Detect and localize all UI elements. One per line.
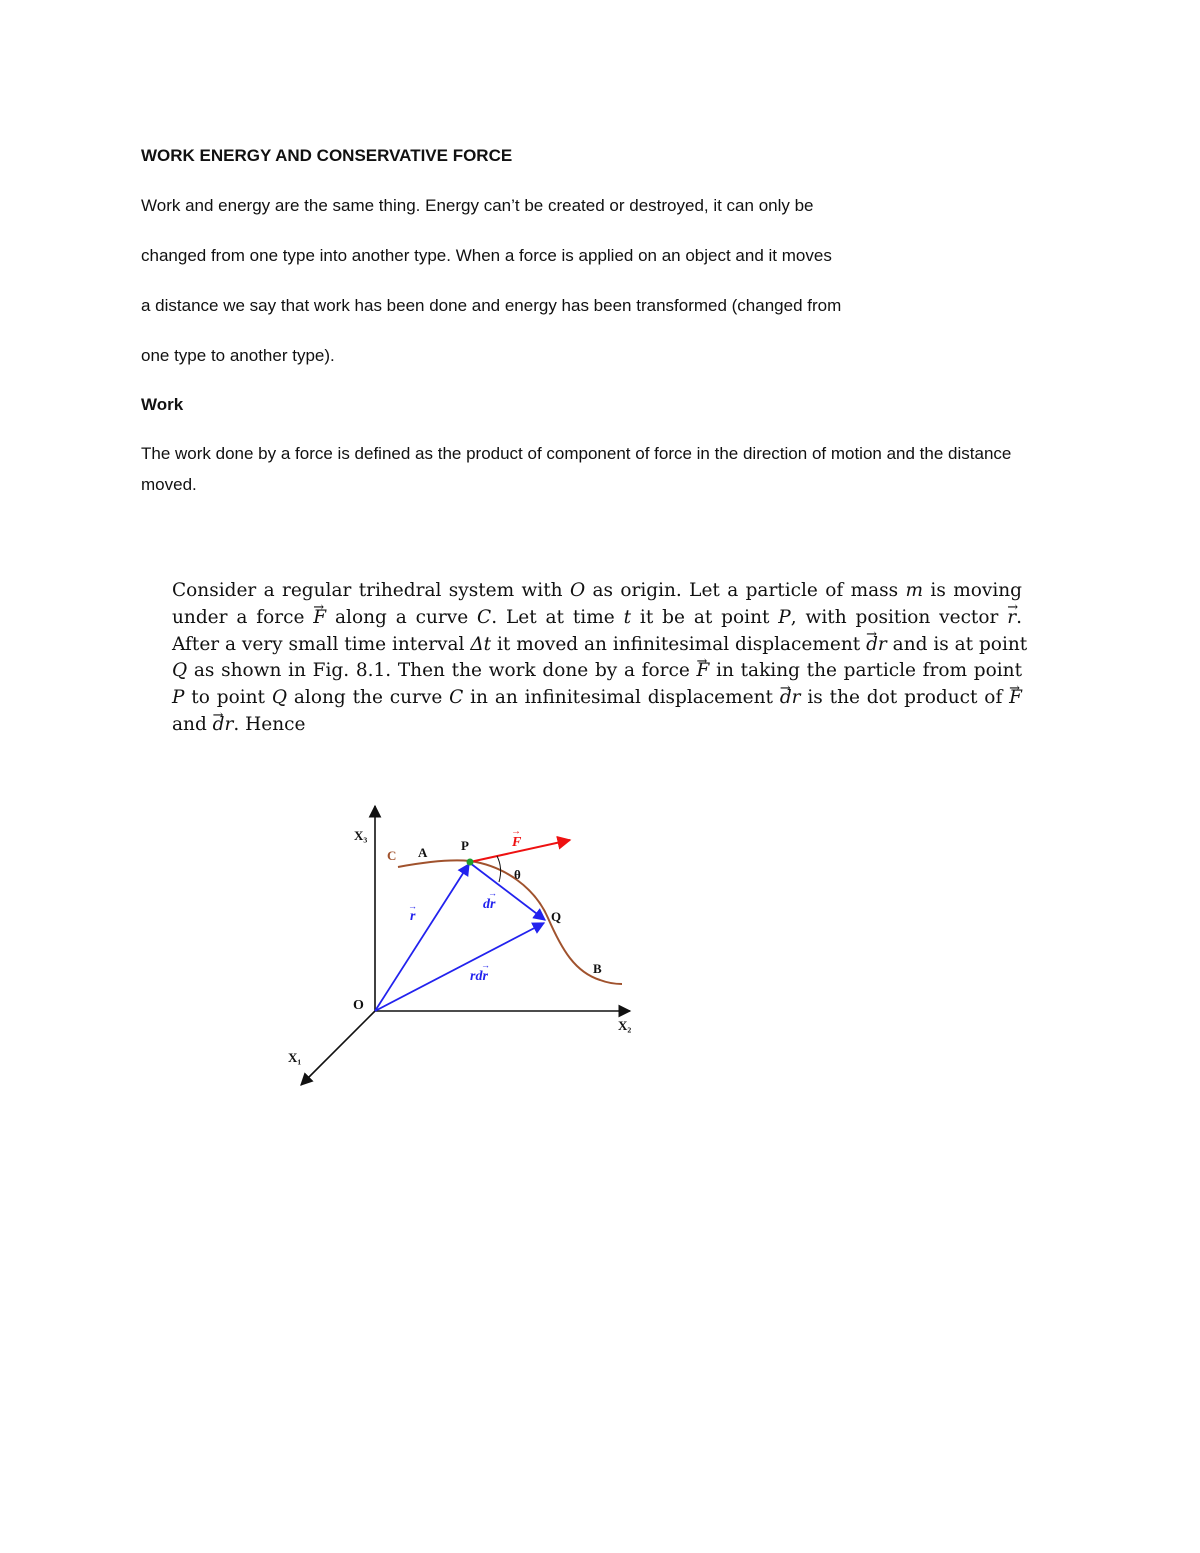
excerpt-line-3: After a very small time interval Δt it moved an infinitesimal displacement → dr and is at point	[172, 632, 1022, 659]
excerpt-line-6: and → dr. Hence	[172, 712, 1022, 739]
intro-line-4: one type to another type).	[141, 346, 335, 365]
force-arrow-mark: →	[511, 826, 521, 837]
point-a-label: A	[418, 845, 428, 860]
intro-line-1: Work and energy are the same thing. Energy can’t be created or destroyed, it can only be	[141, 196, 814, 215]
point-b-label: B	[593, 961, 602, 976]
page-title: WORK ENERGY AND CONSERVATIVE FORCE	[141, 146, 513, 165]
vector-dr-label: dr	[483, 897, 496, 912]
x1-axis	[301, 1011, 375, 1085]
vector-r	[375, 864, 469, 1011]
vector-dr	[470, 863, 545, 920]
point-q-label: Q	[551, 909, 562, 924]
vector-r-arrow-mark: →	[408, 901, 417, 911]
theta-label: θ	[514, 867, 521, 882]
vector-r-dr	[375, 923, 544, 1011]
vector-rdr-label: rdr	[470, 969, 488, 984]
excerpt-line-5: P to point Q along the curve C in an infinitesimal displacement → dr is the dot product of → F	[172, 685, 1022, 712]
x2-axis-label: X₂	[618, 1018, 632, 1033]
point-p-marker	[467, 859, 474, 866]
origin-label: O	[353, 998, 364, 1013]
work-definition: The work done by a force is defined as the product of component of force in the direction of motion and the distance moved.	[141, 444, 1012, 494]
excerpt-line-4: Q as shown in Fig. 8.1. Then the work done by a force → F in taking the particle from point	[172, 658, 1022, 685]
excerpt-line-2: under a force → F along a curve C. Let at time t it be at point P, with position vector → r.	[172, 605, 1022, 632]
point-p-label: P	[461, 838, 469, 853]
excerpt-line-1: Consider a regular trihedral system with O as origin. Let a particle of mass m is moving	[172, 580, 1022, 601]
intro-line-3: a distance we say that work has been done and energy has been transformed (changed from	[141, 296, 842, 315]
x1-axis-label: X₁	[288, 1050, 302, 1065]
vector-dr-arrow-mark: →	[488, 888, 497, 898]
force-label: F	[512, 835, 522, 850]
curve-c-label: C	[387, 848, 397, 863]
intro-line-2: changed from one type into another type. When a force is applied on an object and it moves	[141, 246, 832, 265]
section-heading-work: Work	[141, 395, 184, 414]
x3-axis-label: X₃	[354, 828, 368, 843]
vector-rdr-arrow-mark: →	[481, 960, 490, 970]
vector-r-label: r	[410, 909, 416, 924]
